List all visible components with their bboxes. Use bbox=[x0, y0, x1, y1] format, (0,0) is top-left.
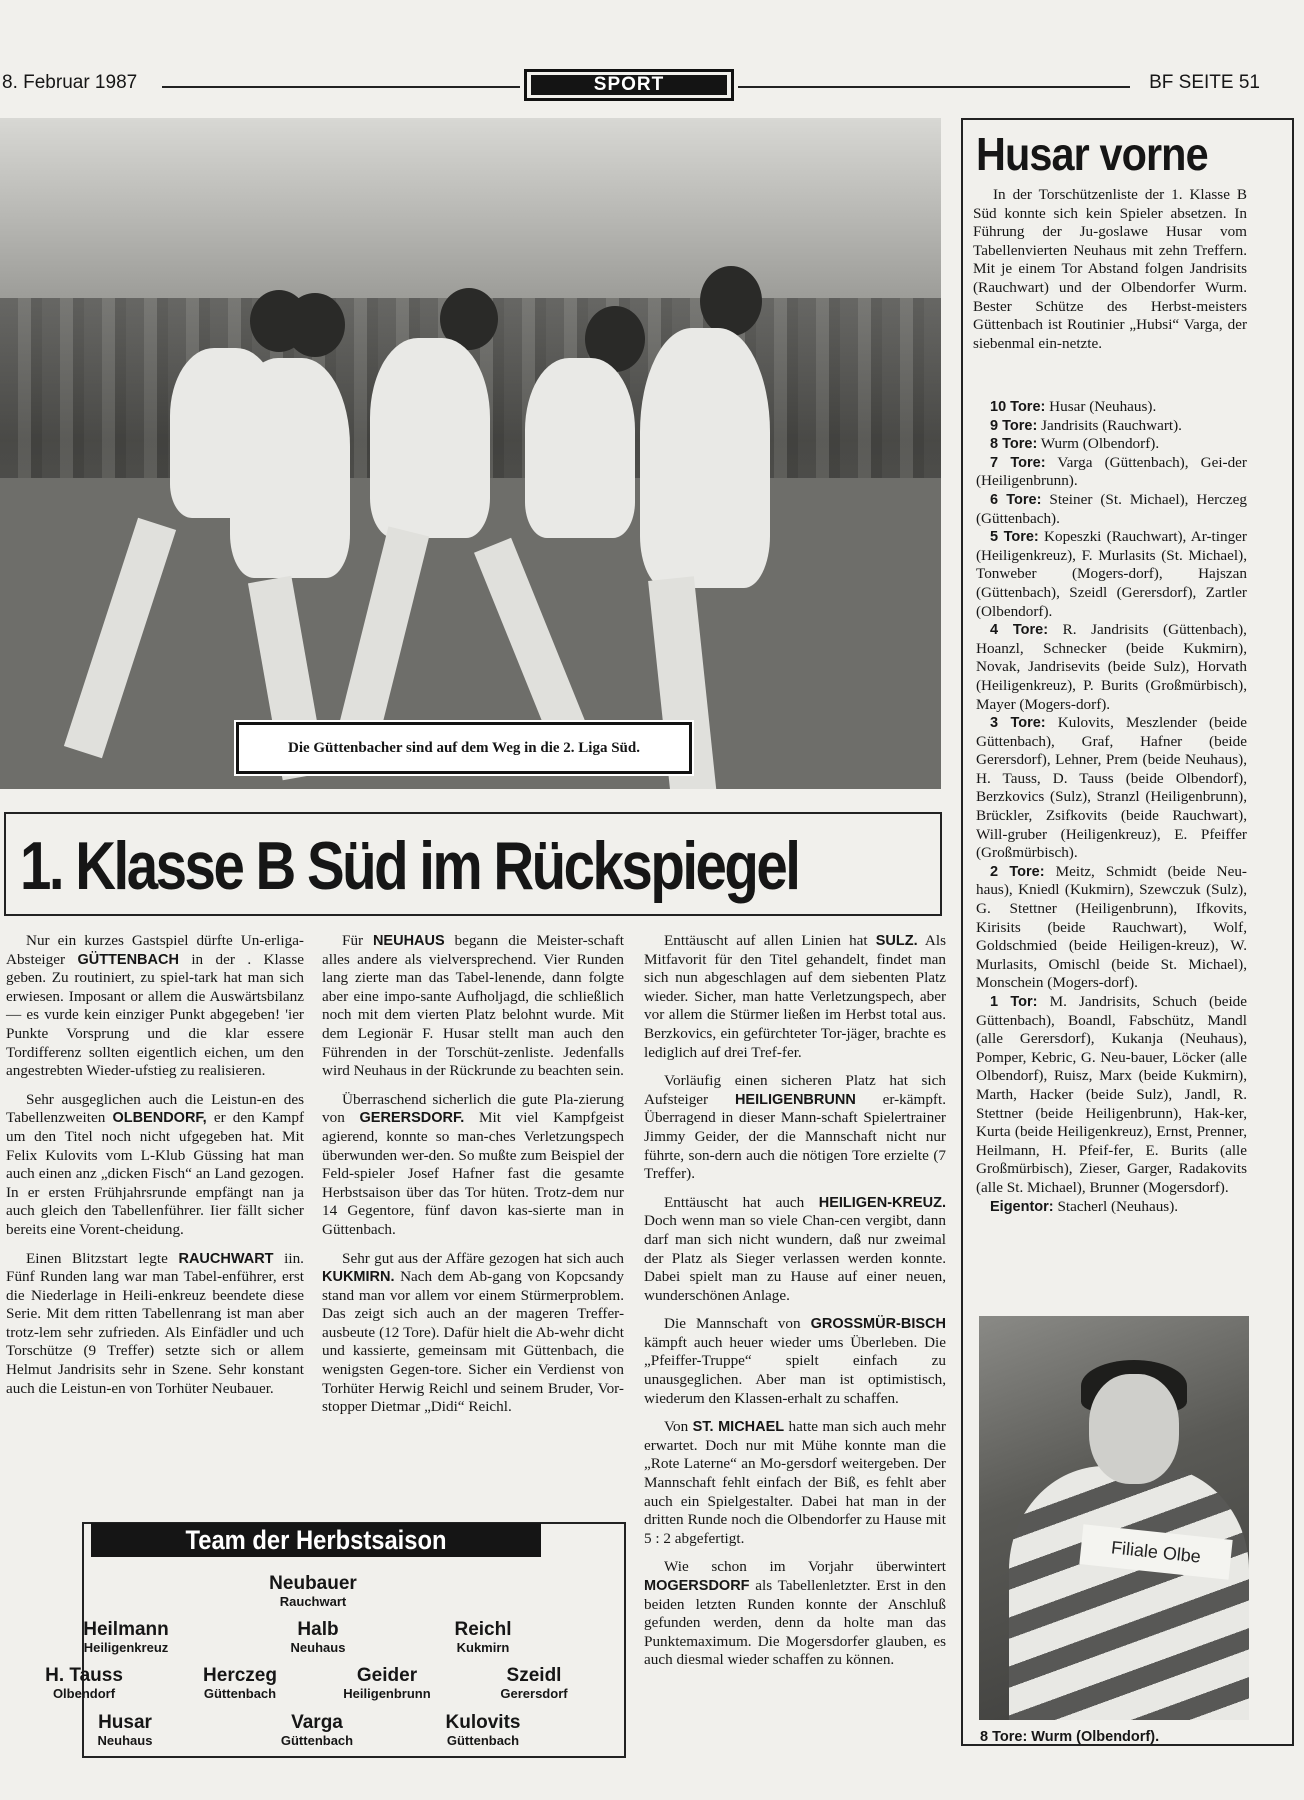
text: Überraschend sicherlich die gute Pla-zierung von bbox=[322, 1090, 624, 1127]
player-name: Varga bbox=[291, 1712, 343, 1733]
paragraph bbox=[644, 932, 946, 1062]
text: er-kämpft. Überragend in dieser Mann-schaft Spielertrainer Jimmy Geider, der die Mannschaft nicht nur führte, son-dern auch die nötigen Tore erzielte (7 Treffer). bbox=[644, 1090, 947, 1183]
text: Sehr ausgeglichen auch die Leistun-en des Tabellenzweiten bbox=[6, 1090, 304, 1127]
scorer-entry bbox=[976, 398, 1247, 417]
scorer-entry bbox=[976, 993, 1247, 1198]
team-player bbox=[227, 1712, 407, 1749]
team-name: NEUHAUS bbox=[372, 933, 445, 949]
text: Nach dem Ab-gang von Kopcsandy stand man vor allem vor einem Stürmerproblem. Das zeigt sich auch an der mageren Treffer-ausbeute (12 Tore). Dafür hielt die Ab-wehr dicht und kassierte, gemeinsam mit Güttenbach, die wenigsten Gegen-tore. Sicher ein Verdienst von Torhüter Herwig Reichl und seinem Bruder, Vor-stopper Dietmar „Didi“ Reichl. bbox=[322, 1268, 624, 1416]
team-player bbox=[0, 1665, 174, 1702]
player-name: H. Tauss bbox=[45, 1665, 123, 1686]
page-number: BF SEITE 51 bbox=[1149, 72, 1260, 93]
paragraph bbox=[644, 1194, 946, 1306]
goal-count: 3 Tore: bbox=[990, 715, 1046, 732]
player-club: Gerersdorf bbox=[500, 1686, 568, 1701]
header-rule-left bbox=[162, 86, 520, 88]
portrait-caption: 8 Tore: Wurm (Olbendorf). bbox=[980, 1729, 1160, 1745]
headline-box bbox=[4, 812, 942, 916]
team-name: RAUCHWART bbox=[178, 1250, 274, 1267]
team-name: GÜTTENBACH bbox=[77, 951, 179, 968]
text: Enttäuscht hat auch bbox=[664, 1193, 819, 1211]
text: als Tabellenletzter. Erst in den beiden letzten Runden konnte der Anschluß gefunden werden, denn da holte man das Punktemaximum. Die Mogersdorfer glauben, es auch diesmal wieder schaffen zu können. bbox=[644, 1577, 946, 1669]
text: kämpft auch heuer wieder ums Überleben. Die „Pfeiffer-Truppe“ spielt einfach zu unausgeglichen. Aber man ist optimistisch, wiederum den Klassen-erhalt zu schaffen. bbox=[644, 1333, 946, 1407]
team-name: KUKMIRN. bbox=[322, 1269, 395, 1286]
player-club: Neuhaus bbox=[290, 1640, 346, 1655]
sidebar-intro-text: In der Torschützenliste der 1. Klasse B Süd konnte sich kein Spieler absetzen. In Führung der Ju-goslawe Husar vom Tabellenvierten Neuhaus mit zehn Treffern. Mit je einem Tor Abstand folgen Jandrisits (Rauchwart) und der Olbendorfer Wurm. Bester Schütze des Herbst-meisters Güttenbach ist Routinier „Hubsi“ Varga, der siebenmal ein-netzte. bbox=[973, 186, 1247, 352]
player-name: Kulovits bbox=[445, 1712, 521, 1733]
text: begann die Meister-schaft alles andere als vielversprechend. Vier Runden lang zierte man das Tabel-lenende, dann folgte aber eine impo-sante Aufholjagd, die schließlich noch mit dem vierten Platz belohnt wurde. Mit dem Legionär F. Husar stellt man auch den Führenden in der Torschüt-zenliste. Jedenfalls wird Neuhaus in der Rückrunde zu beachten sein. bbox=[322, 932, 624, 1080]
goal-count: 4 Tore: bbox=[990, 622, 1049, 639]
text: Als Mitfavorit für den Titel gehandelt, findet man sich nun abgeschlagen auf dem siebenten Platz wieder. Sicher, man hatte Verletzungspech, aber vor allem die Stürmer ließen im Herbst total aus. Berzkovics, ein gefürchteter Tor-jäger, brachte es lediglich auf drei Tref-fer. bbox=[644, 932, 947, 1061]
photo-figure bbox=[700, 266, 762, 336]
article-column-3 bbox=[644, 932, 946, 1680]
scorer-entry bbox=[976, 491, 1247, 528]
text: er den Kampf um den Titel noch nicht ufgegeben hat. Mit Felix Kulovits vom L-Klub Güssing hat man auch einen anz „dicken Fisch“ an Land gezogen. In er ersten Frühjahrsrunde empfängt nan ja auch gleich den Tabellenführer. Iier fällt sicher bereits eine Vorent-cheidung. bbox=[6, 1109, 304, 1238]
goal-count: 1 Tor: bbox=[990, 994, 1038, 1010]
player-name: Geider bbox=[356, 1665, 418, 1686]
paragraph bbox=[644, 1418, 946, 1548]
paragraph bbox=[6, 932, 304, 1081]
text: Von bbox=[664, 1418, 693, 1436]
player-club: Heiligenbrunn bbox=[343, 1686, 431, 1701]
scorer-entry bbox=[976, 621, 1247, 714]
goal-count: 9 Tore: bbox=[990, 417, 1038, 434]
team-photo bbox=[0, 118, 941, 789]
section-label-box bbox=[524, 69, 734, 101]
player-club: Güttenbach bbox=[280, 1733, 354, 1748]
scorer-names: Meitz, Schmidt (beide Neu-haus), Kniedl (Kukmirn), Szewczuk (Sulz), G. Stettner (Heiligenbrunn), Ifkovits, Kirisits (beide Rauchwart), Wolf, Goldschmied (beide Heiligen-kreuz), W. Murlasits, Omischl (beide St. Michael), Monschein (Mogers-dorf). bbox=[976, 862, 1247, 992]
goal-count: 8 Tore: bbox=[990, 436, 1038, 453]
player-name: Szeidl bbox=[506, 1665, 562, 1686]
scorer-entry bbox=[976, 435, 1247, 454]
scorer-names: M. Jandrisits, Schuch (beide Güttenbach), Boandl, Fabschütz, Mandl (alle Gerersdorf), Kukanja (Neuhaus), Pomper, Kebric, G. Neu-bauer, Löcker (alle Olbendorf), Ruisz, Marx (beide Kukmirn), Marth, Hacker (beide Sulz), Jandl, R. Stettner (beide Heiligenbrunn), Hak-ker, Kurta (beide Heiligenkreuz), Ernst, Prenner, Heilmann, H. Pfeif-fer, E. Burits (alle Großmürbisch), Zieser, Garger, Radakovits (alle St. Michael), Brunner (Mogersdorf). bbox=[976, 993, 1247, 1196]
scorer-entry bbox=[976, 528, 1247, 621]
photo-caption: Die Güttenbacher sind auf dem Weg in die 2. Liga Süd. bbox=[287, 740, 640, 756]
photo-caption-box bbox=[236, 722, 692, 774]
text: Doch wenn man so viele Chan-cen vergibt, dann darf man sich nicht wundern, daß nur zweimal der Platz als Sieger verlassen werden konnte. Dabei spielt man zu Hause auf einer neuen, wunderschönen Anlage. bbox=[644, 1212, 946, 1304]
player-club: Güttenbach bbox=[446, 1733, 520, 1748]
header-rule-right bbox=[738, 86, 1130, 88]
text: Enttäuscht auf allen Linien hat bbox=[664, 932, 876, 949]
team-title: Team der Herbstsaison bbox=[185, 1525, 447, 1555]
paragraph bbox=[644, 1315, 946, 1408]
team-player bbox=[444, 1665, 624, 1702]
photo-figure bbox=[285, 293, 345, 357]
scorer-entry bbox=[976, 863, 1247, 993]
paragraph bbox=[322, 1091, 624, 1240]
photo-face bbox=[1089, 1374, 1179, 1484]
text: Einen Blitzstart legte bbox=[26, 1249, 179, 1267]
text: hatte man sich auch mehr erwartet. Doch nur mit Mühe konnte man die „Rote Laterne“ an Mo-gersdorf weitergeben. Der Mannschaft fehlt einfach der Biß, es fehlt aber auch ein Spielgestalter. Dabei hat man in der dritten Runde noch die Olbendorfer zu Hause mit 5 : 2 abgefertigt. bbox=[644, 1418, 946, 1547]
photo-jersey bbox=[1009, 1466, 1249, 1720]
team-player bbox=[228, 1619, 408, 1656]
headline: 1. Klasse B Süd im Rückspiegel bbox=[20, 828, 799, 904]
issue-date: 8. Februar 1987 bbox=[2, 72, 138, 93]
scorer-names: Kulovits, Meszlender (beide Güttenbach), Graf, Hafner (beide Gerersdorf), Lehner, Prem (beide Neuhaus), H. Tauss, D. Tauss (beide Olbendorf), Berzkovics (Sulz), Stranzl (Heiligenbrunn), Brückler, Zsifkovits (beide Rauchwart), Will-gruber (Heiligenkreuz), E. Pfeiffer (Großmürbisch). bbox=[976, 714, 1247, 862]
team-player bbox=[393, 1712, 573, 1749]
paragraph bbox=[644, 1558, 946, 1670]
team-player bbox=[393, 1619, 573, 1656]
team-name: ST. MICHAEL bbox=[692, 1419, 785, 1436]
paragraph bbox=[644, 1072, 946, 1184]
photo-figure bbox=[370, 338, 490, 538]
photo-figure bbox=[525, 358, 635, 538]
team-name: OLBENDORF, bbox=[112, 1110, 207, 1127]
player-name: Neubauer bbox=[269, 1573, 357, 1594]
team-player bbox=[35, 1712, 215, 1749]
team-name: GROSSMÜR-BISCH bbox=[810, 1316, 946, 1333]
player-name: Husar bbox=[98, 1712, 152, 1733]
scorer-names: Kopeszki (Rauchwart), Ar-tinger (Heiligenkreuz), F. Murlasits (St. Michael), Tonweber (Mogers-dorf), Hajszan (Güttenbach), Szeidl (Gerersdorf), Zartler (Olbendorf). bbox=[976, 528, 1247, 620]
paragraph bbox=[322, 932, 624, 1081]
text: Vorläufig einen sicheren Platz hat sich Aufsteiger bbox=[644, 1072, 946, 1108]
text: in der . Klasse geben. Zu routiniert, zu spiel-tark hat man sich erwiesen. Imposant or allem die Auswärtsbilanz — es vurde kein einziger Punkt abgegeben! 'ier Punkte Vorsprung und die klar essere Tordifferenz sollten eigentlich eichen, um den angestrebten Wieder-ufstieg zu realisieren. bbox=[6, 950, 304, 1080]
player-club: Neuhaus bbox=[97, 1733, 153, 1748]
goal-count: 5 Tore: bbox=[990, 529, 1039, 546]
text: Nur ein kurzes Gastspiel dürfte Un-erliga-Absteiger bbox=[6, 932, 304, 968]
paragraph bbox=[322, 1250, 624, 1417]
scorer-entry bbox=[976, 417, 1247, 436]
goal-count: 7 Tore: bbox=[990, 454, 1046, 471]
team-player bbox=[223, 1573, 403, 1610]
text: Die Mannschaft von bbox=[664, 1315, 811, 1333]
scorer-names: Steiner (St. Michael), Herczeg (Güttenbach). bbox=[976, 490, 1247, 527]
player-club: Heiligenkreuz bbox=[83, 1640, 169, 1655]
article-column-1 bbox=[6, 932, 304, 1408]
goal-count: Eigentor: bbox=[990, 1198, 1054, 1215]
player-name: Halb bbox=[297, 1619, 339, 1640]
jersey-sponsor-text: Filiale Olbe bbox=[1079, 1524, 1232, 1579]
player-club: Olbendorf bbox=[52, 1686, 116, 1701]
paragraph bbox=[6, 1091, 304, 1240]
goal-count: 6 Tore: bbox=[990, 491, 1042, 508]
goal-count: 2 Tore: bbox=[990, 863, 1045, 880]
scorer-entry bbox=[976, 1198, 1247, 1217]
text: iin. Fünf Runden lang war man Tabel-enführer, erst die Niederlage in Heili-enkreuz beendete diese Serie. Mit dem ritten Tabellenrang ist man aber trotz-lem sehr zufrieden. Als Einfädler und uch Torschütze (9 Treffer) setzte sich or allem Helmut Jandrisits sehr in Szene. Sehr konstant auch die Leistun-en von Torhüter Neubauer. bbox=[6, 1249, 304, 1397]
player-name: Heilmann bbox=[83, 1619, 169, 1640]
team-name: HEILIGENBRUNN bbox=[734, 1091, 856, 1108]
scorer-entry bbox=[976, 454, 1247, 491]
scorer-names: R. Jandrisits (Güttenbach), Hoanzl, Schnecker (beide Kukmirn), Novak, Jandrisevits (beide Sulz), Horvath (Heiligenkreuz), P. Burits (Großmürbisch), Mayer (Mogers-dorf). bbox=[976, 621, 1247, 713]
scorer-names: Jandrisits (Rauchwart). bbox=[1037, 416, 1182, 434]
goal-count: 10 Tore: bbox=[990, 399, 1046, 415]
player-name: Herczeg bbox=[203, 1665, 277, 1686]
team-player bbox=[36, 1619, 216, 1656]
player-club: Güttenbach bbox=[203, 1686, 277, 1701]
text: Wie schon im Vorjahr überwintert bbox=[664, 1558, 946, 1576]
paragraph bbox=[6, 1250, 304, 1399]
photo-figure bbox=[640, 328, 770, 588]
scorer-list bbox=[976, 398, 1247, 1216]
player-club: Rauchwart bbox=[279, 1594, 347, 1609]
team-name: HEILIGEN-KREUZ. bbox=[818, 1194, 946, 1211]
scorer-names: Wurm (Olbendorf). bbox=[1037, 435, 1160, 453]
scorer-names: Stacherl (Neuhaus). bbox=[1053, 1197, 1179, 1215]
player-portrait-photo bbox=[979, 1316, 1249, 1720]
scorer-names: Husar (Neuhaus). bbox=[1045, 398, 1157, 415]
scorer-entry bbox=[976, 714, 1247, 863]
team-name: SULZ. bbox=[875, 933, 918, 949]
player-name: Reichl bbox=[454, 1619, 512, 1640]
section-label: SPORT bbox=[531, 75, 727, 95]
player-club: Kukmirn bbox=[456, 1640, 510, 1655]
article-column-2 bbox=[322, 932, 624, 1427]
text: Sehr gut aus der Affäre gezogen hat sich auch bbox=[342, 1249, 624, 1267]
scorer-names: Varga (Güttenbach), Gei-der (Heiligenbrunn). bbox=[976, 453, 1247, 490]
photo-figure bbox=[230, 358, 350, 578]
text: Für bbox=[342, 932, 373, 949]
team-name: GERERSDORF. bbox=[359, 1110, 465, 1127]
sidebar-intro bbox=[973, 186, 1247, 353]
text: Mit viel Kampfgeist agierend, konnte so man-ches Verletzungspech überwunden wer-den. So mußte zum Beispiel der Feld-spieler Josef Hafner fast die gesamte Herbstsaison über das Tor hüten. Trotz-dem nur 14 Gegentore, fünf davon kas-sierte man in Güttenbach. bbox=[322, 1109, 625, 1238]
sidebar-title: Husar vorne bbox=[976, 128, 1208, 180]
team-name: MOGERSDORF bbox=[644, 1578, 750, 1594]
